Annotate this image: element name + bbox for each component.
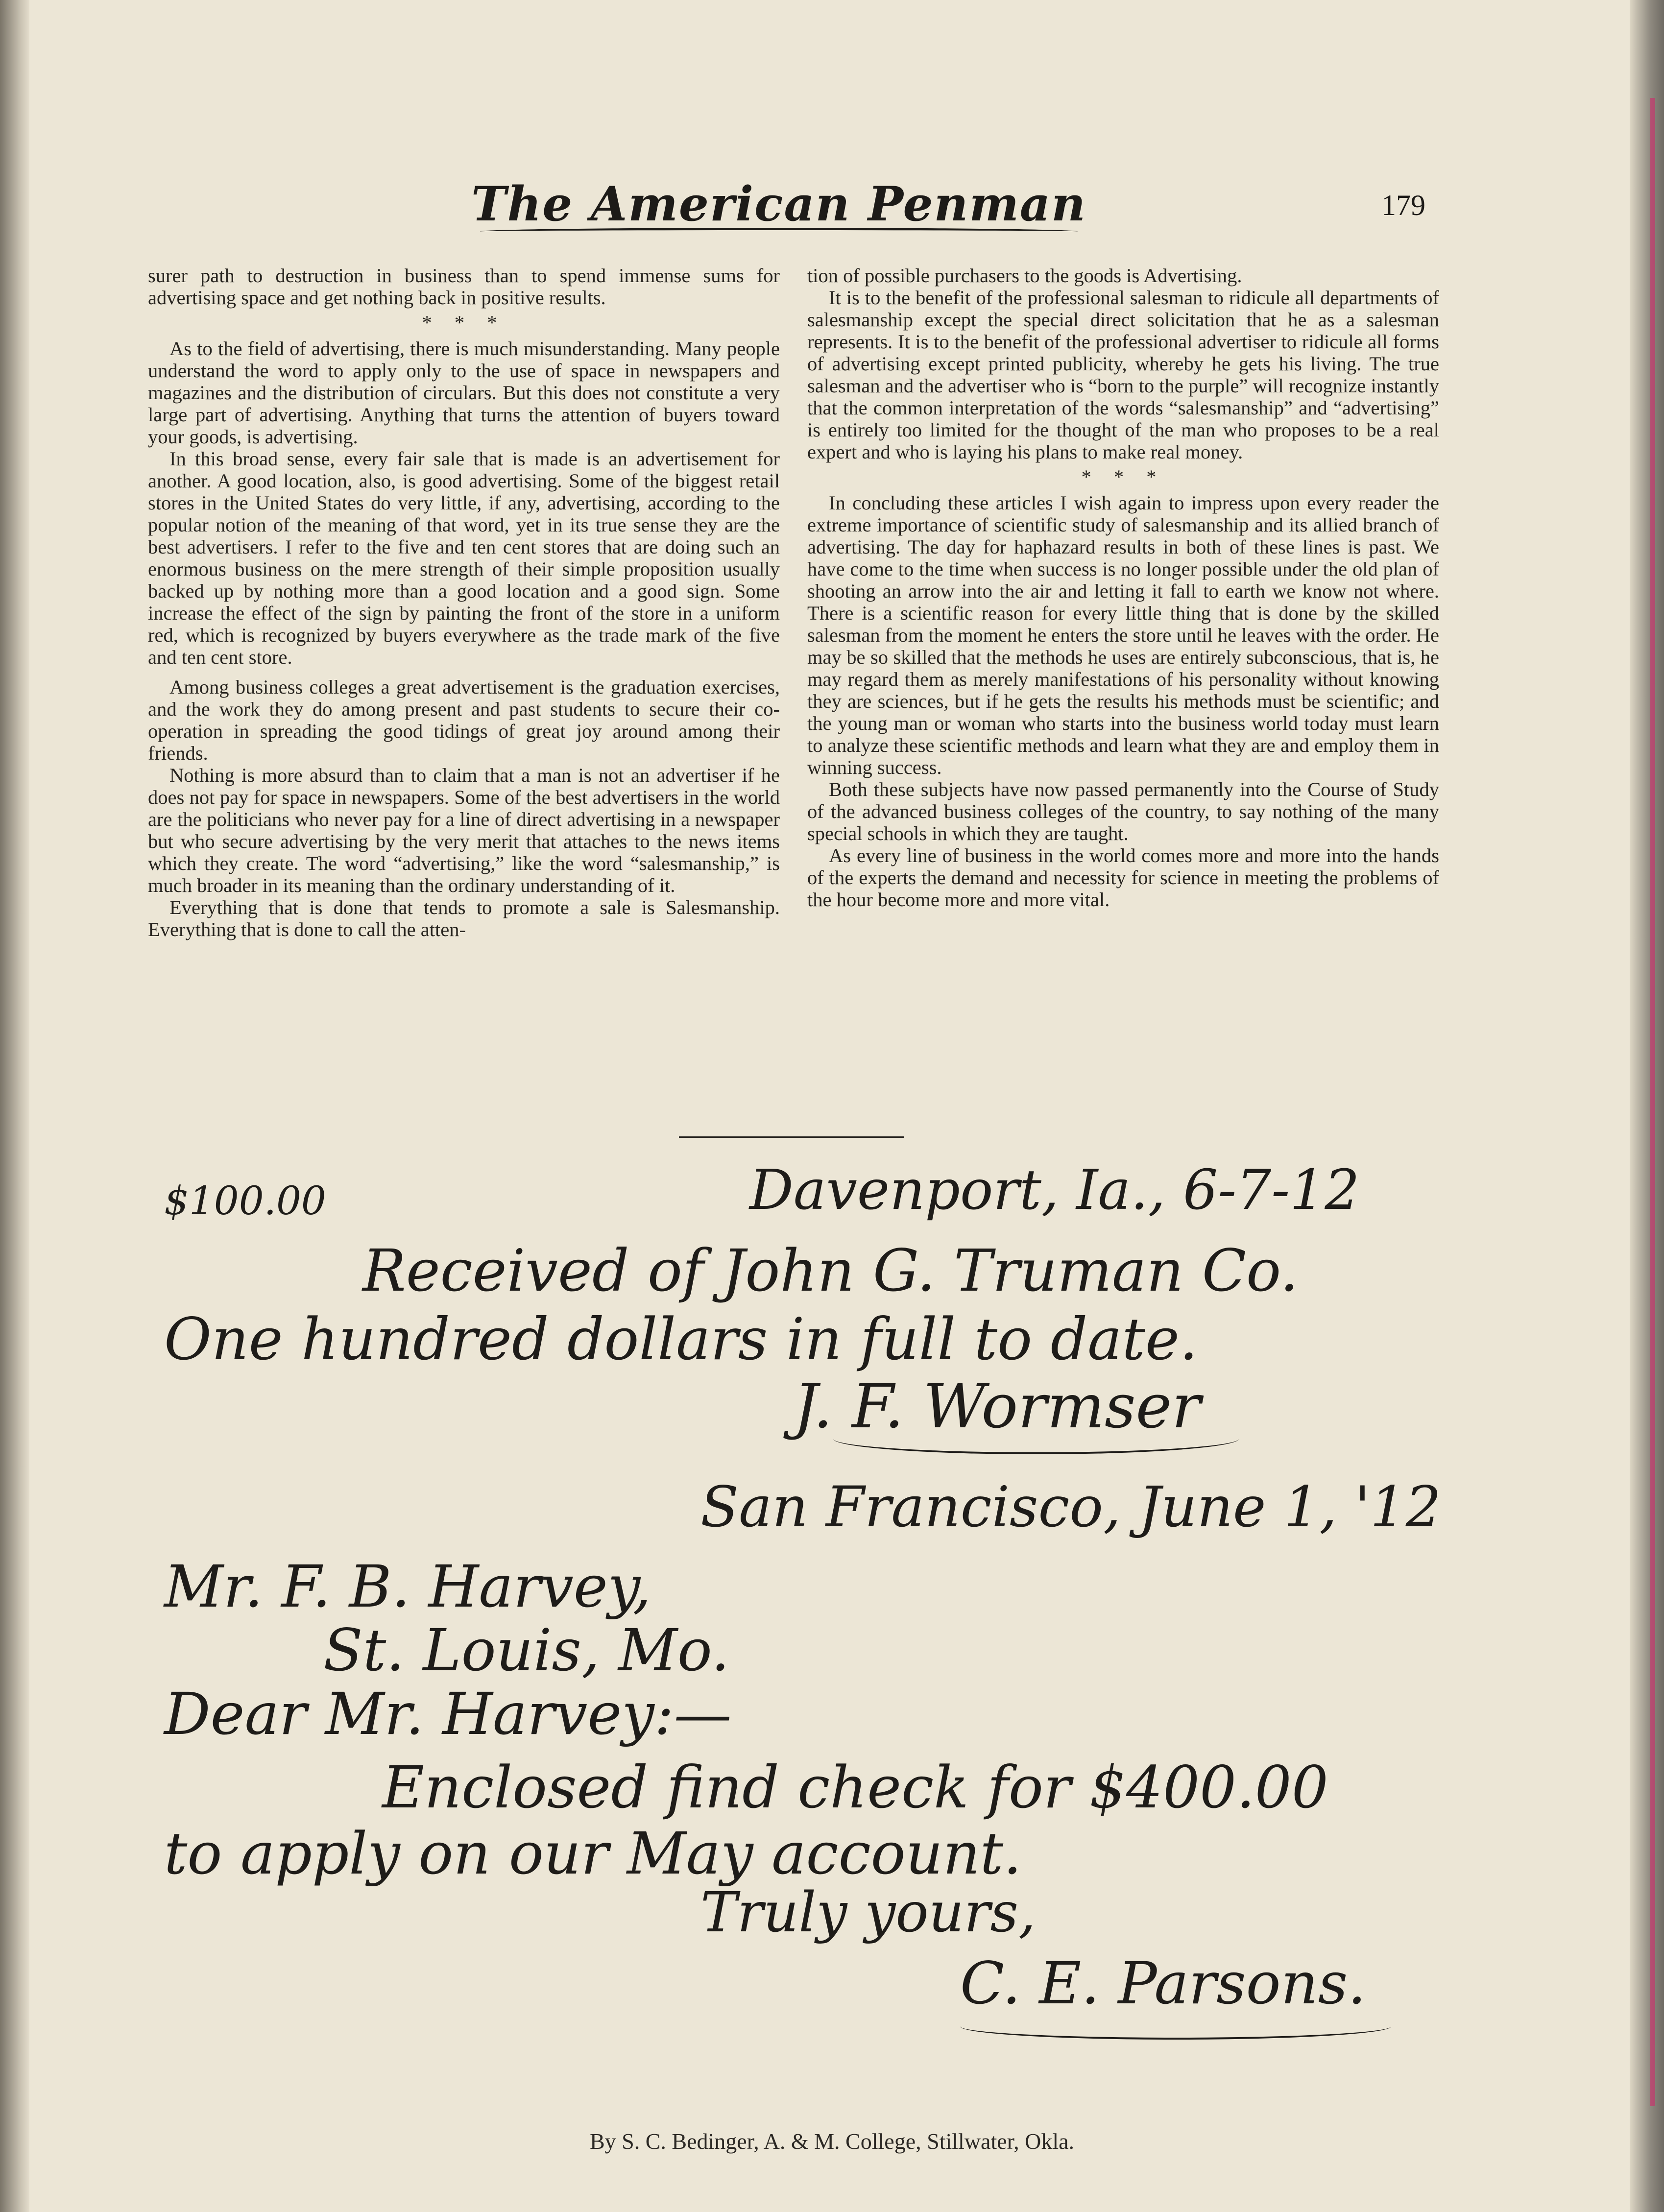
paragraph: surer path to destruction in business than to spend immense sums for advertising space and get nothing back in positive results. xyxy=(148,264,780,309)
receipt-place-date: Davenport, Ia., 6-7-12 xyxy=(749,1158,1360,1222)
signature-flourish xyxy=(833,1423,1239,1454)
book-binding-shadow xyxy=(0,0,29,2212)
letter-closing: Truly yours, xyxy=(700,1881,1036,1945)
page-number: 179 xyxy=(1381,189,1425,221)
masthead-swash xyxy=(480,228,1078,235)
paragraph: As every line of business in the world comes more and more into the hands of the experts the demand and necessity for science in meeting the problems of the hour become more and more vital. xyxy=(807,844,1439,911)
paragraph: In this broad sense, every fair sale that is made is an advertisement for another. A good location, also, is good advertising. Some of the biggest retail stores in the United States do very little, if any, advertising, according to the popular notion of the meaning of that word, yet in its true sense they are the best advertisers. I refer to the five and ten cent stores that are doing such an enormous business on the mere strength of their simple proposition usually backed up by nothing more than a good location and a good sign. Some increase the effect of the sign by painting the front of the store in a uniform red, which is recognized by buyers everywhere as the trade mark of the five and ten cent store. xyxy=(148,448,780,668)
receipt-line-2: One hundred dollars in full to date. xyxy=(164,1305,1198,1373)
paragraph: In concluding these articles I wish again to impress upon every reader the extreme importance of scientific study of salesmanship and its allied branch of advertising. The day for haphazard results in both of these lines is past. We have come to the time when success is no longer possible under the old plan of shooting an arrow into the air and letting it fall to earth we know not where. There is a scientific reason for every little thing that is done by the skilled salesman from the moment he enters the store until he leaves with the order. He may be so skilled that the methods he uses are entirely subconscious, that is, he may regard them as merely manifestations of his personality without knowing they are sciences, but if he gets the results his methods must be scientific; and the young man or woman who starts into the business world today must learn to analyze these scientific methods and learn what they are and employ them in winning success. xyxy=(807,492,1439,778)
paragraph: Everything that is done that tends to promote a sale is Salesmanship. Everything that is done to call the atten- xyxy=(148,896,780,940)
masthead xyxy=(460,176,1097,245)
paragraph: As to the field of advertising, there is much misunderstanding. Many people understand the word to apply only to the use of space in newspapers and magazines and the distribution of circulars. But this does not constitute a very large part of advertising. Anything that turns the attention of buyers toward your goods, is advertising. xyxy=(148,337,780,448)
paragraph: Both these subjects have now passed permanently into the Course of Study of the advanced business colleges of the country, to say nothing of the many special schools in which they are taught. xyxy=(807,778,1439,844)
letter-city: St. Louis, Mo. xyxy=(323,1616,730,1684)
letter-signature: C. E. Parsons. xyxy=(960,1949,1366,2017)
paragraph: Among business colleges a great advertisement is the graduation exercises, and the work they do among present and past students to secure their co-operation in spreading the good tidings of great joy around among their friends. xyxy=(148,676,780,764)
letter-place-date: San Francisco, June 1, '12 xyxy=(700,1474,1442,1539)
paragraph: tion of possible purchasers to the goods is Advertising. xyxy=(807,264,1242,287)
letter-salutation: Dear Mr. Harvey:— xyxy=(164,1680,732,1748)
masthead-title: The American Penman xyxy=(471,176,1086,232)
receipt-signature: J. F. Wormser xyxy=(794,1371,1201,1442)
paragraph: Nothing is more absurd than to claim that a man is not an advertiser if he does not pay for space in newspapers. Some of the best advertisers in the world are the politicians who never pay for a line of direct advertising in a newspaper but who secure advertising by the very merit that attaches to the news items which they create. The word “advertising,” like the word “salesmanship,” is much broader in its meaning than the ordinary understanding of it. xyxy=(148,764,780,896)
section-separator: * * * xyxy=(1081,466,1165,488)
paragraph: It is to the benefit of the professional salesman to ridicule all departments of salesmanship except the special direct solicitation that he as a salesman represents. It is to the benefit of the professional advertiser to ridicule all forms of advertising except printed publicity, whereby he gets his living. The true salesman and the advertiser who is “born to the purple” will recognize instantly that the common interpretation of the words “salesmanship” and “advertising” is entirely too limited for the thought of the man who proposes to be a real expert and who is laying his plans to make real money. xyxy=(807,287,1439,463)
letter-addressee: Mr. F. B. Harvey, xyxy=(164,1553,651,1620)
page-edge xyxy=(1630,0,1664,2212)
section-separator: * * * xyxy=(422,312,506,334)
article-column-right xyxy=(807,264,1439,911)
article-column-left xyxy=(148,264,780,940)
specimen-credit: By S. C. Bedinger, A. & M. College, Stillwater, Okla. xyxy=(589,2129,1075,2154)
letter-body-line-2: to apply on our May account. xyxy=(164,1820,1022,1887)
section-rule xyxy=(679,1136,904,1138)
signature-flourish xyxy=(960,2013,1391,2040)
letter-body-line-1: Enclosed find check for $400.00 xyxy=(382,1754,1328,1821)
receipt-amount: $100.00 xyxy=(164,1178,326,1224)
receipt-line-1: Received of John G. Truman Co. xyxy=(362,1237,1299,1304)
page-edge-stripe xyxy=(1650,98,1655,2106)
